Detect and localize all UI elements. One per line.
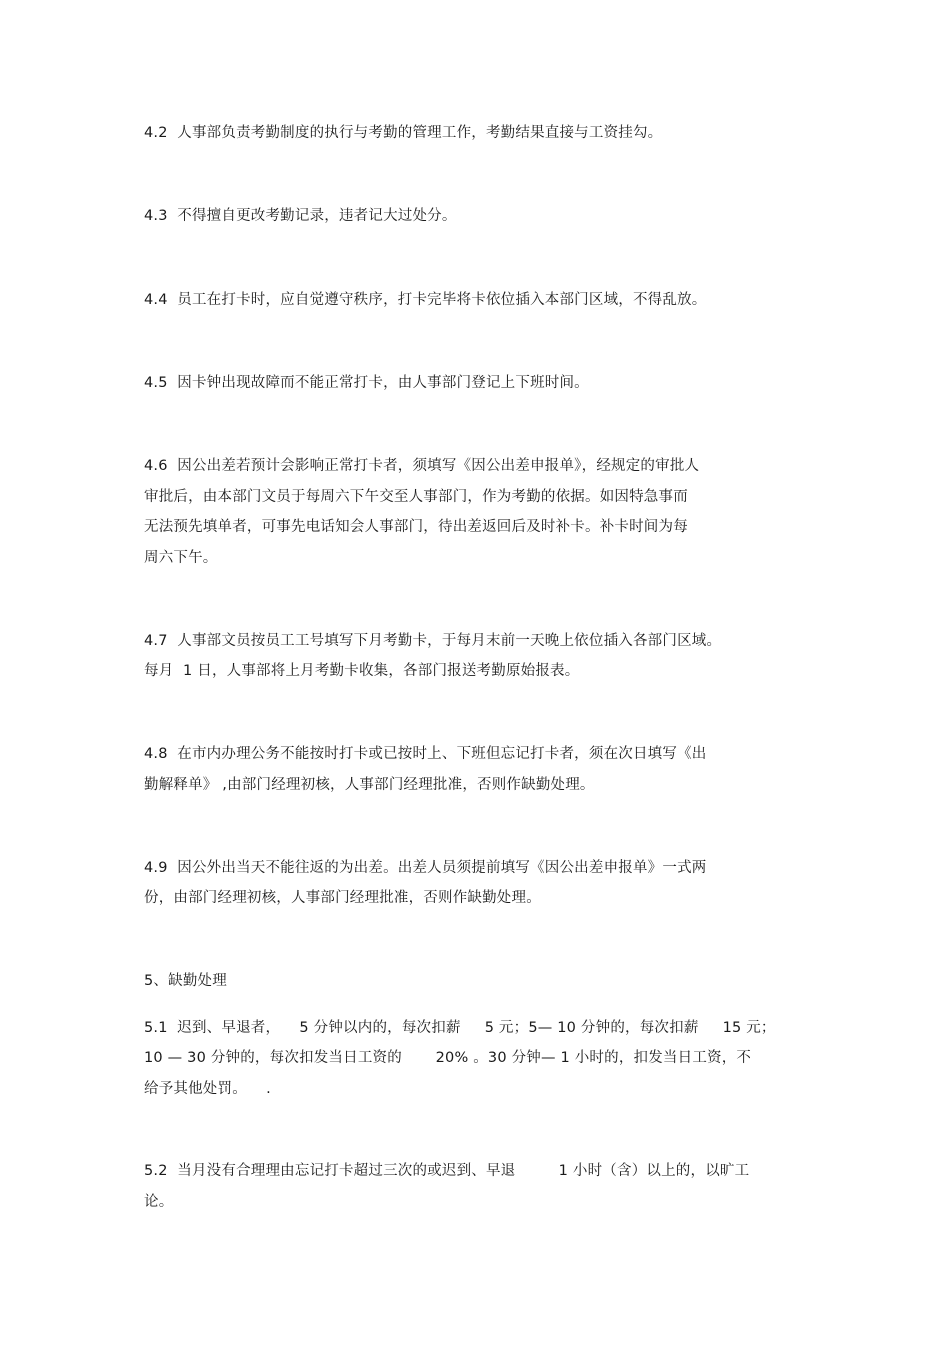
section-5-heading: 5、缺勤处理 — [144, 973, 227, 989]
paragraph-4-6-line-4: 周六下午。 — [144, 550, 218, 566]
paragraph-4-4-line-1: 4.4 员工在打卡时，应自觉遵守秩序，打卡完毕将卡依位插入本部门区域，不得乱放。 — [144, 292, 707, 308]
paragraph-4-9-line-1: 4.9 因公外出当天不能往返的为出差。出差人员须提前填写《因公出差申报单》一式两 — [144, 860, 707, 876]
paragraph-4-6-line-2: 审批后，由本部门文员于每周六下午交至人事部门，作为考勤的依据。如因特急事而 — [144, 489, 688, 505]
paragraph-5-2-line-1: 5.2 当月没有合理理由忘记打卡超过三次的或迟到、早退 1 小时（含）以上的，以旷工 — [144, 1163, 750, 1179]
paragraph-4-8-line-1: 4.8 在市内办理公务不能按时打卡或已按时上、下班但忘记打卡者，须在次日填写《出 — [144, 746, 707, 762]
paragraph-4-6-line-3: 无法预先填单者，可事先电话知会人事部门，待出差返回后及时补卡。补卡时间为每 — [144, 519, 688, 535]
paragraph-4-7-line-2: 每月 1 日，人事部将上月考勤卡收集，各部门报送考勤原始报表。 — [144, 663, 580, 679]
paragraph-4-3-line-1: 4.3 不得擅自更改考勤记录，违者记大过处分。 — [144, 208, 457, 224]
paragraph-5-1-line-1: 5.1 迟到、早退者， 5 分钟以内的，每次扣薪 5 元；5— 10 分钟的，每次扣薪 15 元； — [144, 1020, 776, 1036]
paragraph-4-6-line-1: 4.6 因公出差若预计会影响正常打卡者，须填写《因公出差申报单》，经规定的审批人 — [144, 458, 700, 474]
paragraph-5-2-line-2: 论。 — [144, 1194, 174, 1210]
paragraph-4-9-line-2: 份，由部门经理初核，人事部门经理批准，否则作缺勤处理。 — [144, 890, 541, 906]
paragraph-4-7-line-1: 4.7 人事部文员按员工工号填写下月考勤卡，于每月末前一天晚上依位插入各部门区域。 — [144, 633, 722, 649]
paragraph-4-2-line-1: 4.2 人事部负责考勤制度的执行与考勤的管理工作，考勤结果直接与工资挂勾。 — [144, 125, 663, 141]
paragraph-4-8-line-2: 勤解释单》 ,由部门经理初核，人事部门经理批准，否则作缺勤处理。 — [144, 777, 595, 793]
paragraph-5-1-line-2: 10 — 30 分钟的，每次扣发当日工资的 20% 。30 分钟— 1 小时的，扣发当日工资，不 — [144, 1050, 752, 1066]
paragraph-4-5-line-1: 4.5 因卡钟出现故障而不能正常打卡，由人事部门登记上下班时间。 — [144, 375, 589, 391]
paragraph-5-1-line-3: 给予其他处罚。 . — [144, 1081, 271, 1097]
